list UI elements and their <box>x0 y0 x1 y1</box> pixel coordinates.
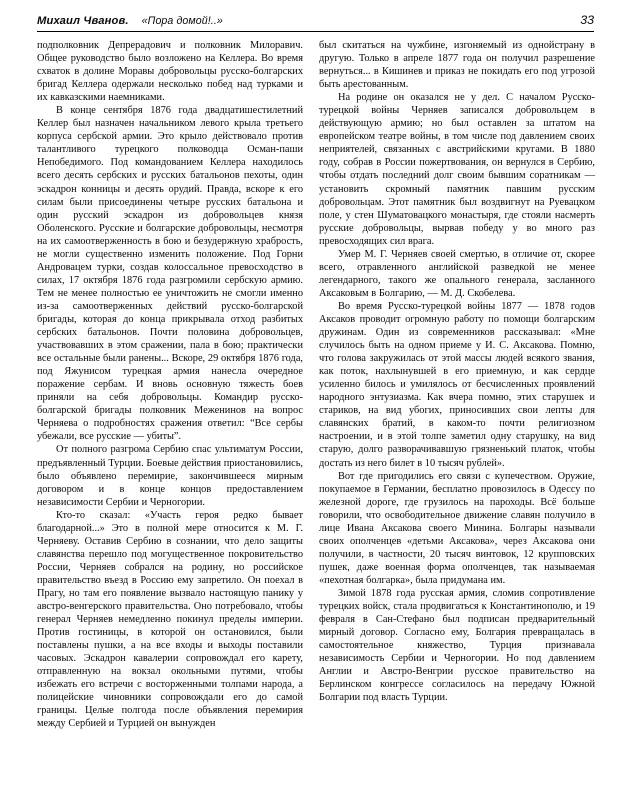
paragraph <box>37 39 303 104</box>
paragraph-text: был скитаться на чужбине, изгоняемый из одной <box>319 40 555 51</box>
running-head-left <box>37 15 223 27</box>
paragraph: На родине он оказался не у дел. С началом Русско-турецкой войны Черняев записался добровольцем в действующую армию; но был оставлен за штатом на европейском театре войны, в том числе под давлением своих неприятелей, связанных с австрийскими кругами. В 1880 году, собрав в России пожертвования, он вернулся в Сербию, чтобы отдать последний долг своим бывшим соратникам — установить скромный памятник павшим русским добровольцам. Этот памятник был воздвигнут на Руевацком поле, у стен Шуматовацкого монастыря, где стояли насмерть русские добровольцы, вырвав победу у во много раз превосходящих сил врага. <box>319 92 595 247</box>
paragraph-text: подполковник Депрерадович и полковник Милора <box>37 40 285 51</box>
paragraph: Во время Русско-турецкой войны 1877 — 1878 годов Аксаков проводит огромную работу по помощи болгарским дружинам. Один из современников рассказывал: «Мне случилось быть на одном приеме у И. С. Аксакова. Помню, что голова закружилась от этой массы людей всякого звания, как поток, нахлынувшей в его приемную, и как сердце усиленно билось и умилялось от бесчисленных проявлений народного энтузиазма. Как вчера помню, этих старушек и стариков, на вид убогих, приносивших свои лепты для славянских братий, в каком-то почти религиозном настроении, и в этой толпе заметил одну старушку, на вид старую, долго разворачивавшую грязненький платок, чтобы достать из него билет в 10 тысяч рублей». <box>319 300 595 469</box>
paragraph-text: страну в другую. Только в апреле 1877 года он получил разрешение вернуться... в Кишинев и приказ не покидать его под угрозой быть арестованным. <box>319 40 596 91</box>
body-columns <box>37 39 595 774</box>
running-head <box>37 13 594 27</box>
paragraph: Умер М. Г. Черняев своей смертью, в отличие от, скорее всего, отравленного английской разведкой не менее легендарного, такого же опального генерала, засланного Аксаковым в Болгарию, — М. Д. Скобелева. <box>319 248 595 299</box>
column-left <box>37 39 303 774</box>
paragraph: Вот где пригодились его связи с купечеством. Оружие, покупаемое в Германии, бесплатно провозилось в Одессу по железной дороге, где грузилось на пароходы. Всё больше говорили, что освободительное движение славян получило в лице Ивана Аксакова своего Минина. Болгары называли своих ополченцев «детьми Аксакова», через Аксакова они получили, в частности, 20 тысяч винтовок, 12 крупповских пушек, даже военная форма ополченцев, так называемая «пехотная болгарка», была придумана им. <box>319 470 595 586</box>
paragraph: Зимой 1878 года русская армия, сломив сопротивление турецких войск, стала продвигаться к Константинополю, и 19 февраля в Сан-Стефано был подписан предварительный мирный договор. Согласно ему, Болгария превращалась в самостоятельное княжество, Турция признавала независимость Сербии и Черногории. Но под давлением Англии и Австро-Венгрии русское правительство на Берлинском конгрессе согласилось на передачу Южной Болгарии под власть Турции. <box>319 587 595 704</box>
paragraph: Кто-то сказал: «Участь героя редко бывает благодарной...» Это в полной мере относится к М. Г. Черняеву. Оставив Сербию в сознании, что дело защиты славянства перешло под могущественное покровительство России, Черняев собрался на родину, но российское правительство въезд в Россию ему запретило. Он поехал в Прагу, но там его появление вызвало настоящую панику у австро-венгерского правительства. Оно потребовало, чтобы генерал Черняев немедленно покинул пределы империи. Против гостиницы, в которой он остановился, были поставлены пушки, а на все входы и выходы поставили часовых. Эскадрон кавалерии сопровождал его карету, отправленную на вокзал окольными путями, чтобы избежать его встречи с восторженными толпами народа, а полицейские чиновники сопровождали его до самой границы. Целые полгода после объявления перемирия между Сербией и Турцией он вынужден <box>37 509 303 730</box>
column-right <box>319 39 595 774</box>
paragraph: В конце сентября 1876 года двадцатишестилетний Келлер был назначен начальником левого крыла третьего корпуса сербской армии. Это крыло действовало против талантливого турецкого полководца Осман-паши Непобедимого. Под командованием Келлера находилось всего десять сербских и русских батальонов пехоты, один эскадрон конницы и десять орудий. Правда, вскоре к его силам были присоединены четыре русских батальона и один русский эскадрон из добровольцев князя Оболенского. Русские и болгарские добровольцы, несмотря на их самоотверженность в бою и безудержную храбрость, не могли существенно изменить положение. Под Горни Андровацем турки, создав колоссальное превосходство в силах, 17 октября 1876 года разгромили сербскую армию. Тем не менее полностью ее уничтожить не смогли именно из-за самоотверженных действий русско-болгарской бригады, которая до конца прикрывала отход разбитых сербских батальонов. Почти половина добровольцев, участвовавших в этом сражении, пала в бою; практически все остальные были ранены... Вскоре, 29 октября 1876 года, под Яжунисом турецкая армия нанесла очередное поражение сербам. И вновь основную тяжесть боев приняли на себя добровольцы. Командир русско-болгарской бригады полковник Меженинов на вопрос Черняева о подробностях сражения ответил: “Все сербы убежали, все русские — убиты”. <box>37 105 303 443</box>
paragraph-text: вич. Общее руководство было возложено на Келлера. Во время схваток в долине Моравы добровольцы русско-болгарских бригад Келлера одержали несколько побед над турками и их кавказскими наемниками. <box>37 40 303 104</box>
paragraph: От полного разгрома Сербию спас ультиматум России, предъявленный Турции. Боевые действия приостановились, было объявлено перемирие, закончившееся мирным договором и в конце концов предоставлением независимости Сербии и Черногории. <box>37 444 303 508</box>
running-head-author: Михаил Чванов. <box>37 15 129 27</box>
paragraph <box>319 39 595 91</box>
page-number: 33 <box>580 13 594 27</box>
running-head-title: «Пора домой!..» <box>141 15 223 27</box>
header-rule <box>37 31 594 32</box>
